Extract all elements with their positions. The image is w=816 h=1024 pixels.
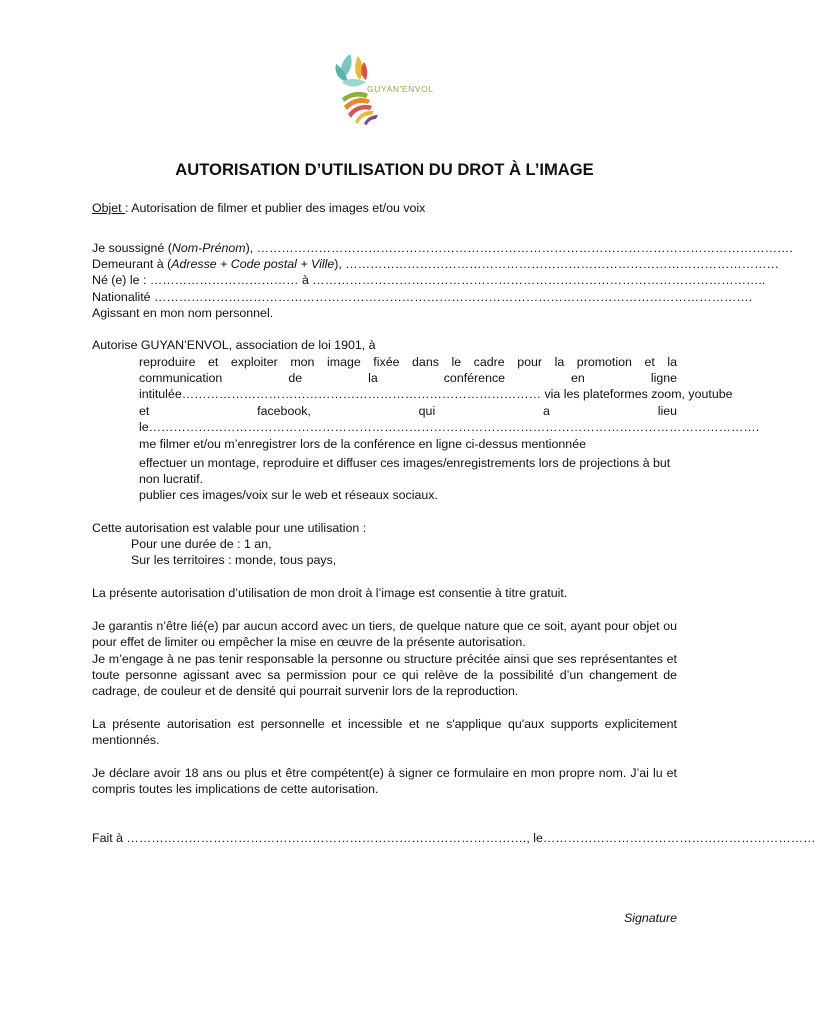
- address-line: Demeurant à (Adresse + Code postal + Ville), ……………………………………………………………………………………………: [92, 257, 779, 272]
- paragraph-engage: Je m’engage à ne pas tenir responsable la personne ou structure précitée ainsi que ses représentantes et toute personne agissant avec sa permission pour ce qui relève de la possibilité d’un changement de cadrage, de couleur et de densité qui pourrait survenir lors de la reproduction.: [92, 652, 677, 699]
- nationality-line: Nationalité ……………………………………………………………………………………………………………………………….: [92, 289, 753, 304]
- personal-capacity-line: Agissant en mon nom personnel.: [92, 305, 274, 320]
- authorise-item-reproduce: reproduire et exploiter mon image fixée dans le cadre pour la promotion et la communication de la conférence en ligne intitulée…………………………………………………………………………… via les plateformes zoom, youtube et facebook, qui a lieu le………………………………………………………………………………………………………………………………….: [139, 355, 760, 434]
- birth-line: Né (e) le : ……………………………… à ………………………………………………………………………………………………..: [92, 273, 766, 288]
- paragraph-guarantee: Je garantis n’être lié(e) par aucun accord avec un tiers, de quelque nature que ce soit, ayant pour objet ou pour effet de limiter ou empêcher la mise en œuvre de la présente autorisation.: [92, 619, 677, 650]
- validity-duration: Pour une durée de : 1 an,: [131, 537, 272, 551]
- authorise-item-montage: effectuer un montage, reproduire et diffuser ces images/enregistrements lors de projections à but non lucratif.: [139, 456, 671, 487]
- guyan-envol-logo: [328, 48, 438, 126]
- authorise-intro: Autorise GUYAN’ENVOL, association de loi 1901, à: [92, 338, 376, 352]
- paragraph-free: La présente autorisation d’utilisation de mon droit à l’image est consentie à titre gratuit.: [92, 586, 568, 600]
- fait-a-line: Fait à ……………………………………………………………………………………., le…………………………………………………………: [92, 831, 816, 845]
- document-title: AUTORISATION D’UTILISATION DU DROT À L’IMAGE: [175, 160, 594, 179]
- authorise-item-publish: publier ces images/voix sur le web et réseaux sociaux.: [139, 488, 438, 502]
- name-line: Je soussigné (Nom-Prénom), ………………………………………………………………………………………………………………….: [92, 241, 793, 255]
- authorise-item-film: me filmer et/ou m’enregistrer lors de la conférence en ligne ci-dessus mentionnée: [139, 437, 586, 451]
- paragraph-declare: Je déclare avoir 18 ans ou plus et être compétent(e) à signer ce formulaire en mon propre nom. J’ai lu et compris toutes les implications de cette autorisation.: [92, 766, 677, 797]
- signature-label: Signature: [623, 911, 677, 925]
- objet-line: [92, 200, 677, 216]
- logo-wordmark: GUYAN'ENVOL: [367, 84, 434, 94]
- validity-intro: Cette autorisation est valable pour une utilisation :: [92, 521, 367, 535]
- validity-territory: Sur les territoires : monde, tous pays,: [131, 553, 337, 567]
- identity-block: [92, 240, 793, 321]
- paragraph-personal: La présente autorisation est personnelle et incessible et ne s'applique qu'aux supports explicitement mentionnés.: [92, 717, 677, 748]
- objet-label: Objet: [92, 201, 126, 215]
- objet-text: : Autorisation de filmer et publier des images et/ou voix: [125, 201, 426, 215]
